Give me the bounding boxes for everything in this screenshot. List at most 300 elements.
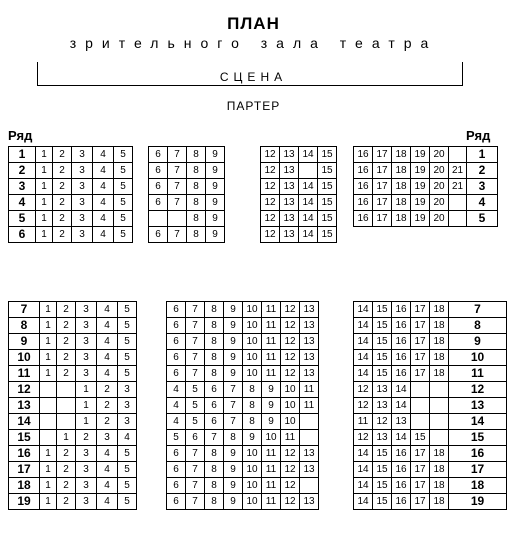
seat[interactable]: 18: [392, 147, 411, 163]
seat[interactable]: 5: [118, 350, 137, 366]
seat[interactable]: 9: [224, 366, 243, 382]
seat[interactable]: 4: [167, 398, 186, 414]
seat[interactable]: 15: [318, 163, 337, 179]
seat[interactable]: 10: [243, 318, 262, 334]
seat[interactable]: 17: [373, 211, 392, 227]
seat[interactable]: 11: [262, 334, 281, 350]
seat[interactable]: 4: [97, 302, 118, 318]
seat[interactable]: 18: [392, 211, 411, 227]
seat[interactable]: 7: [186, 334, 205, 350]
seat[interactable]: 2: [53, 179, 72, 195]
seat[interactable]: 10: [243, 462, 262, 478]
seat[interactable]: 1: [36, 227, 53, 243]
seat[interactable]: 6: [149, 179, 168, 195]
seat[interactable]: 2: [76, 430, 97, 446]
seat[interactable]: 17: [411, 334, 430, 350]
seat[interactable]: 13: [300, 446, 319, 462]
seat[interactable]: 9: [206, 211, 225, 227]
seat[interactable]: 4: [118, 430, 137, 446]
seat[interactable]: 18: [430, 318, 449, 334]
seat[interactable]: 14: [354, 494, 373, 510]
seat[interactable]: 16: [392, 366, 411, 382]
seat[interactable]: 6: [167, 350, 186, 366]
seat[interactable]: 8: [205, 350, 224, 366]
seat[interactable]: 3: [72, 163, 93, 179]
seat[interactable]: 9: [206, 179, 225, 195]
seat[interactable]: 7: [186, 318, 205, 334]
seat[interactable]: 12: [281, 334, 300, 350]
seat[interactable]: 19: [411, 163, 430, 179]
seat[interactable]: 15: [373, 494, 392, 510]
seat[interactable]: 19: [411, 179, 430, 195]
seat[interactable]: 1: [36, 179, 53, 195]
seat[interactable]: 4: [97, 350, 118, 366]
seat[interactable]: 11: [300, 398, 319, 414]
seat[interactable]: 4: [97, 494, 118, 510]
seat[interactable]: 6: [167, 446, 186, 462]
seat[interactable]: 7: [186, 478, 205, 494]
seat[interactable]: 4: [93, 211, 114, 227]
seat[interactable]: 14: [354, 350, 373, 366]
seat[interactable]: 13: [280, 179, 299, 195]
seat[interactable]: 5: [118, 446, 137, 462]
seat[interactable]: 11: [262, 350, 281, 366]
seat[interactable]: 5: [118, 478, 137, 494]
seat[interactable]: 4: [97, 446, 118, 462]
seat[interactable]: 3: [118, 414, 137, 430]
seat[interactable]: 19: [411, 195, 430, 211]
seat[interactable]: 2: [57, 366, 76, 382]
seat[interactable]: 12: [261, 179, 280, 195]
seat[interactable]: 15: [411, 430, 430, 446]
seat[interactable]: 8: [205, 478, 224, 494]
seat[interactable]: 7: [205, 430, 224, 446]
seat[interactable]: 13: [280, 227, 299, 243]
seat[interactable]: 7: [186, 350, 205, 366]
seat[interactable]: 1: [57, 430, 76, 446]
seat[interactable]: 16: [354, 211, 373, 227]
seat[interactable]: 3: [97, 430, 118, 446]
seat[interactable]: 14: [299, 227, 318, 243]
seat[interactable]: 12: [281, 350, 300, 366]
seat[interactable]: 7: [186, 446, 205, 462]
seat[interactable]: 9: [262, 398, 281, 414]
seat[interactable]: 6: [186, 430, 205, 446]
seat[interactable]: 4: [167, 414, 186, 430]
seat[interactable]: 13: [373, 398, 392, 414]
seat[interactable]: 6: [149, 163, 168, 179]
seat[interactable]: 15: [373, 302, 392, 318]
seat[interactable]: 15: [373, 366, 392, 382]
seat[interactable]: 6: [205, 414, 224, 430]
seat[interactable]: 15: [318, 211, 337, 227]
seat[interactable]: 17: [373, 179, 392, 195]
seat[interactable]: 1: [40, 302, 57, 318]
seat[interactable]: 1: [40, 366, 57, 382]
seat[interactable]: 15: [373, 318, 392, 334]
seat[interactable]: 12: [261, 147, 280, 163]
seat[interactable]: 11: [262, 318, 281, 334]
seat[interactable]: 3: [76, 302, 97, 318]
seat[interactable]: 4: [93, 147, 114, 163]
seat[interactable]: 15: [373, 350, 392, 366]
seat[interactable]: 9: [243, 430, 262, 446]
seat[interactable]: 9: [224, 446, 243, 462]
seat[interactable]: 1: [40, 446, 57, 462]
seat[interactable]: 2: [57, 478, 76, 494]
seat[interactable]: 16: [392, 334, 411, 350]
seat[interactable]: 2: [57, 302, 76, 318]
seat[interactable]: 10: [281, 414, 300, 430]
seat[interactable]: 13: [373, 382, 392, 398]
seat[interactable]: 12: [261, 227, 280, 243]
seat[interactable]: 18: [430, 462, 449, 478]
seat[interactable]: 12: [281, 318, 300, 334]
seat[interactable]: 11: [281, 430, 300, 446]
seat[interactable]: 10: [243, 302, 262, 318]
seat[interactable]: 13: [392, 414, 411, 430]
seat[interactable]: 8: [187, 179, 206, 195]
seat[interactable]: 15: [318, 227, 337, 243]
seat[interactable]: 3: [76, 366, 97, 382]
seat[interactable]: 16: [354, 163, 373, 179]
seat[interactable]: 15: [318, 179, 337, 195]
seat[interactable]: 4: [93, 179, 114, 195]
seat[interactable]: 18: [430, 302, 449, 318]
seat[interactable]: 3: [118, 382, 137, 398]
seat[interactable]: 7: [224, 414, 243, 430]
seat[interactable]: 1: [76, 398, 97, 414]
seat[interactable]: 1: [40, 478, 57, 494]
seat[interactable]: 8: [205, 334, 224, 350]
seat[interactable]: 10: [243, 446, 262, 462]
seat[interactable]: 2: [57, 494, 76, 510]
seat[interactable]: 17: [411, 350, 430, 366]
seat[interactable]: 10: [243, 494, 262, 510]
seat[interactable]: 2: [53, 211, 72, 227]
seat[interactable]: 8: [243, 382, 262, 398]
seat[interactable]: 5: [118, 302, 137, 318]
seat[interactable]: 10: [281, 382, 300, 398]
seat[interactable]: 17: [411, 462, 430, 478]
seat[interactable]: 10: [243, 350, 262, 366]
seat[interactable]: 1: [40, 494, 57, 510]
seat[interactable]: 18: [430, 494, 449, 510]
seat[interactable]: 14: [392, 382, 411, 398]
seat[interactable]: 10: [281, 398, 300, 414]
seat[interactable]: 20: [430, 163, 449, 179]
seat[interactable]: 18: [430, 478, 449, 494]
seat[interactable]: 5: [118, 318, 137, 334]
seat[interactable]: 13: [300, 318, 319, 334]
seat[interactable]: 3: [72, 179, 93, 195]
seat[interactable]: 12: [354, 430, 373, 446]
seat[interactable]: 5: [114, 211, 133, 227]
seat[interactable]: 7: [168, 147, 187, 163]
seat[interactable]: 8: [205, 366, 224, 382]
seat[interactable]: 18: [392, 179, 411, 195]
seat[interactable]: 12: [281, 366, 300, 382]
seat[interactable]: 15: [373, 462, 392, 478]
seat[interactable]: 14: [299, 147, 318, 163]
seat[interactable]: 6: [167, 462, 186, 478]
seat[interactable]: 4: [93, 195, 114, 211]
seat[interactable]: 8: [187, 227, 206, 243]
seat[interactable]: 1: [36, 147, 53, 163]
seat[interactable]: 4: [97, 366, 118, 382]
seat[interactable]: 8: [187, 163, 206, 179]
seat[interactable]: 3: [72, 195, 93, 211]
seat[interactable]: 13: [280, 163, 299, 179]
seat[interactable]: 18: [430, 446, 449, 462]
seat[interactable]: 7: [186, 302, 205, 318]
seat[interactable]: 9: [206, 163, 225, 179]
seat[interactable]: 17: [373, 195, 392, 211]
seat[interactable]: 16: [354, 179, 373, 195]
seat[interactable]: 11: [262, 302, 281, 318]
seat[interactable]: 4: [97, 334, 118, 350]
seat[interactable]: 5: [186, 382, 205, 398]
seat[interactable]: 1: [36, 195, 53, 211]
seat[interactable]: 2: [53, 163, 72, 179]
seat[interactable]: 14: [354, 302, 373, 318]
seat[interactable]: 13: [300, 366, 319, 382]
seat[interactable]: 15: [318, 195, 337, 211]
seat[interactable]: 18: [430, 350, 449, 366]
seat[interactable]: 10: [243, 334, 262, 350]
seat[interactable]: 14: [354, 462, 373, 478]
seat[interactable]: 8: [205, 446, 224, 462]
seat[interactable]: 16: [392, 478, 411, 494]
seat[interactable]: 20: [430, 179, 449, 195]
seat[interactable]: 11: [262, 462, 281, 478]
seat[interactable]: 1: [36, 211, 53, 227]
seat[interactable]: 16: [392, 462, 411, 478]
seat[interactable]: 1: [76, 382, 97, 398]
seat[interactable]: 16: [392, 350, 411, 366]
seat[interactable]: 7: [224, 382, 243, 398]
seat[interactable]: 18: [430, 334, 449, 350]
seat[interactable]: 2: [97, 398, 118, 414]
seat[interactable]: 9: [206, 227, 225, 243]
seat[interactable]: 12: [373, 414, 392, 430]
seat[interactable]: 3: [76, 478, 97, 494]
seat[interactable]: 9: [206, 147, 225, 163]
seat[interactable]: 3: [72, 211, 93, 227]
seat[interactable]: 12: [261, 163, 280, 179]
seat[interactable]: 9: [224, 318, 243, 334]
seat[interactable]: 7: [168, 179, 187, 195]
seat[interactable]: 16: [392, 318, 411, 334]
seat[interactable]: 21: [449, 163, 467, 179]
seat[interactable]: 17: [411, 302, 430, 318]
seat[interactable]: 13: [280, 147, 299, 163]
seat[interactable]: 1: [40, 334, 57, 350]
seat[interactable]: 11: [262, 366, 281, 382]
seat[interactable]: 5: [118, 494, 137, 510]
seat[interactable]: 4: [97, 462, 118, 478]
seat[interactable]: 14: [392, 398, 411, 414]
seat[interactable]: 12: [281, 462, 300, 478]
seat[interactable]: 2: [97, 414, 118, 430]
seat[interactable]: 4: [93, 227, 114, 243]
seat[interactable]: 14: [299, 211, 318, 227]
seat[interactable]: 10: [262, 430, 281, 446]
seat[interactable]: 9: [224, 478, 243, 494]
seat[interactable]: 3: [76, 318, 97, 334]
seat[interactable]: 13: [280, 195, 299, 211]
seat[interactable]: 13: [300, 350, 319, 366]
seat[interactable]: 11: [262, 478, 281, 494]
seat[interactable]: 14: [354, 318, 373, 334]
seat[interactable]: 3: [76, 494, 97, 510]
seat[interactable]: 2: [57, 446, 76, 462]
seat[interactable]: 2: [57, 462, 76, 478]
seat[interactable]: 5: [114, 195, 133, 211]
seat[interactable]: 13: [300, 334, 319, 350]
seat[interactable]: 17: [411, 366, 430, 382]
seat[interactable]: 2: [57, 350, 76, 366]
seat[interactable]: 14: [354, 478, 373, 494]
seat[interactable]: 2: [53, 195, 72, 211]
seat[interactable]: 9: [206, 195, 225, 211]
seat[interactable]: 12: [281, 478, 300, 494]
seat[interactable]: 18: [392, 163, 411, 179]
seat[interactable]: 5: [114, 163, 133, 179]
seat[interactable]: 6: [149, 147, 168, 163]
seat[interactable]: 5: [118, 462, 137, 478]
seat[interactable]: 10: [243, 366, 262, 382]
seat[interactable]: 13: [280, 211, 299, 227]
seat[interactable]: 14: [354, 334, 373, 350]
seat[interactable]: 5: [186, 414, 205, 430]
seat[interactable]: 2: [53, 147, 72, 163]
seat[interactable]: 3: [118, 398, 137, 414]
seat[interactable]: 7: [186, 494, 205, 510]
seat[interactable]: 6: [205, 398, 224, 414]
seat[interactable]: 17: [411, 318, 430, 334]
seat[interactable]: 9: [224, 494, 243, 510]
seat[interactable]: 9: [224, 350, 243, 366]
seat[interactable]: 6: [167, 318, 186, 334]
seat[interactable]: 12: [261, 195, 280, 211]
seat[interactable]: 4: [93, 163, 114, 179]
seat[interactable]: 8: [205, 494, 224, 510]
seat[interactable]: 8: [187, 211, 206, 227]
seat[interactable]: 16: [392, 446, 411, 462]
seat[interactable]: 8: [205, 302, 224, 318]
seat[interactable]: 8: [224, 430, 243, 446]
seat[interactable]: 7: [168, 227, 187, 243]
seat[interactable]: 3: [72, 227, 93, 243]
seat[interactable]: 13: [300, 302, 319, 318]
seat[interactable]: 7: [224, 398, 243, 414]
seat[interactable]: 17: [411, 494, 430, 510]
seat[interactable]: 1: [40, 462, 57, 478]
seat[interactable]: 1: [36, 163, 53, 179]
seat[interactable]: 8: [187, 147, 206, 163]
seat[interactable]: 3: [76, 446, 97, 462]
seat[interactable]: 5: [114, 227, 133, 243]
seat[interactable]: 9: [224, 462, 243, 478]
seat[interactable]: 11: [300, 382, 319, 398]
seat[interactable]: 2: [53, 227, 72, 243]
seat[interactable]: 12: [281, 446, 300, 462]
seat[interactable]: 6: [167, 478, 186, 494]
seat[interactable]: 5: [118, 334, 137, 350]
seat[interactable]: 19: [411, 211, 430, 227]
seat[interactable]: 9: [262, 414, 281, 430]
seat[interactable]: 21: [449, 179, 467, 195]
seat[interactable]: 12: [281, 494, 300, 510]
seat[interactable]: 17: [411, 446, 430, 462]
seat[interactable]: 15: [373, 446, 392, 462]
seat[interactable]: 14: [392, 430, 411, 446]
seat[interactable]: 16: [392, 494, 411, 510]
seat[interactable]: 5: [114, 147, 133, 163]
seat[interactable]: 3: [72, 147, 93, 163]
seat[interactable]: 14: [354, 366, 373, 382]
seat[interactable]: 9: [224, 302, 243, 318]
seat[interactable]: 9: [224, 334, 243, 350]
seat[interactable]: 20: [430, 147, 449, 163]
seat[interactable]: 8: [205, 318, 224, 334]
seat[interactable]: 8: [187, 195, 206, 211]
seat[interactable]: 6: [167, 494, 186, 510]
seat[interactable]: 19: [411, 147, 430, 163]
seat[interactable]: 6: [149, 227, 168, 243]
seat[interactable]: 7: [168, 195, 187, 211]
seat[interactable]: 16: [354, 147, 373, 163]
seat[interactable]: 13: [373, 430, 392, 446]
seat[interactable]: 5: [186, 398, 205, 414]
seat[interactable]: 16: [392, 302, 411, 318]
seat[interactable]: 1: [40, 318, 57, 334]
seat[interactable]: 14: [299, 179, 318, 195]
seat[interactable]: 6: [167, 302, 186, 318]
seat[interactable]: 13: [300, 494, 319, 510]
seat[interactable]: 15: [373, 334, 392, 350]
seat[interactable]: 3: [76, 350, 97, 366]
seat[interactable]: 6: [149, 195, 168, 211]
seat[interactable]: 6: [167, 334, 186, 350]
seat[interactable]: 8: [243, 398, 262, 414]
seat[interactable]: 4: [167, 382, 186, 398]
seat[interactable]: 5: [167, 430, 186, 446]
seat[interactable]: 12: [261, 211, 280, 227]
seat[interactable]: 2: [57, 334, 76, 350]
seat[interactable]: 7: [186, 366, 205, 382]
seat[interactable]: 18: [392, 195, 411, 211]
seat[interactable]: 15: [318, 147, 337, 163]
seat[interactable]: 14: [354, 446, 373, 462]
seat[interactable]: 20: [430, 195, 449, 211]
seat[interactable]: 17: [411, 478, 430, 494]
seat[interactable]: 15: [373, 478, 392, 494]
seat[interactable]: 5: [114, 179, 133, 195]
seat[interactable]: 4: [97, 318, 118, 334]
seat[interactable]: 11: [354, 414, 373, 430]
seat[interactable]: 8: [243, 414, 262, 430]
seat[interactable]: 4: [97, 478, 118, 494]
seat[interactable]: 9: [262, 382, 281, 398]
seat[interactable]: 7: [186, 462, 205, 478]
seat[interactable]: 2: [97, 382, 118, 398]
seat[interactable]: 20: [430, 211, 449, 227]
seat[interactable]: 17: [373, 147, 392, 163]
seat[interactable]: 11: [262, 494, 281, 510]
seat[interactable]: 1: [40, 350, 57, 366]
